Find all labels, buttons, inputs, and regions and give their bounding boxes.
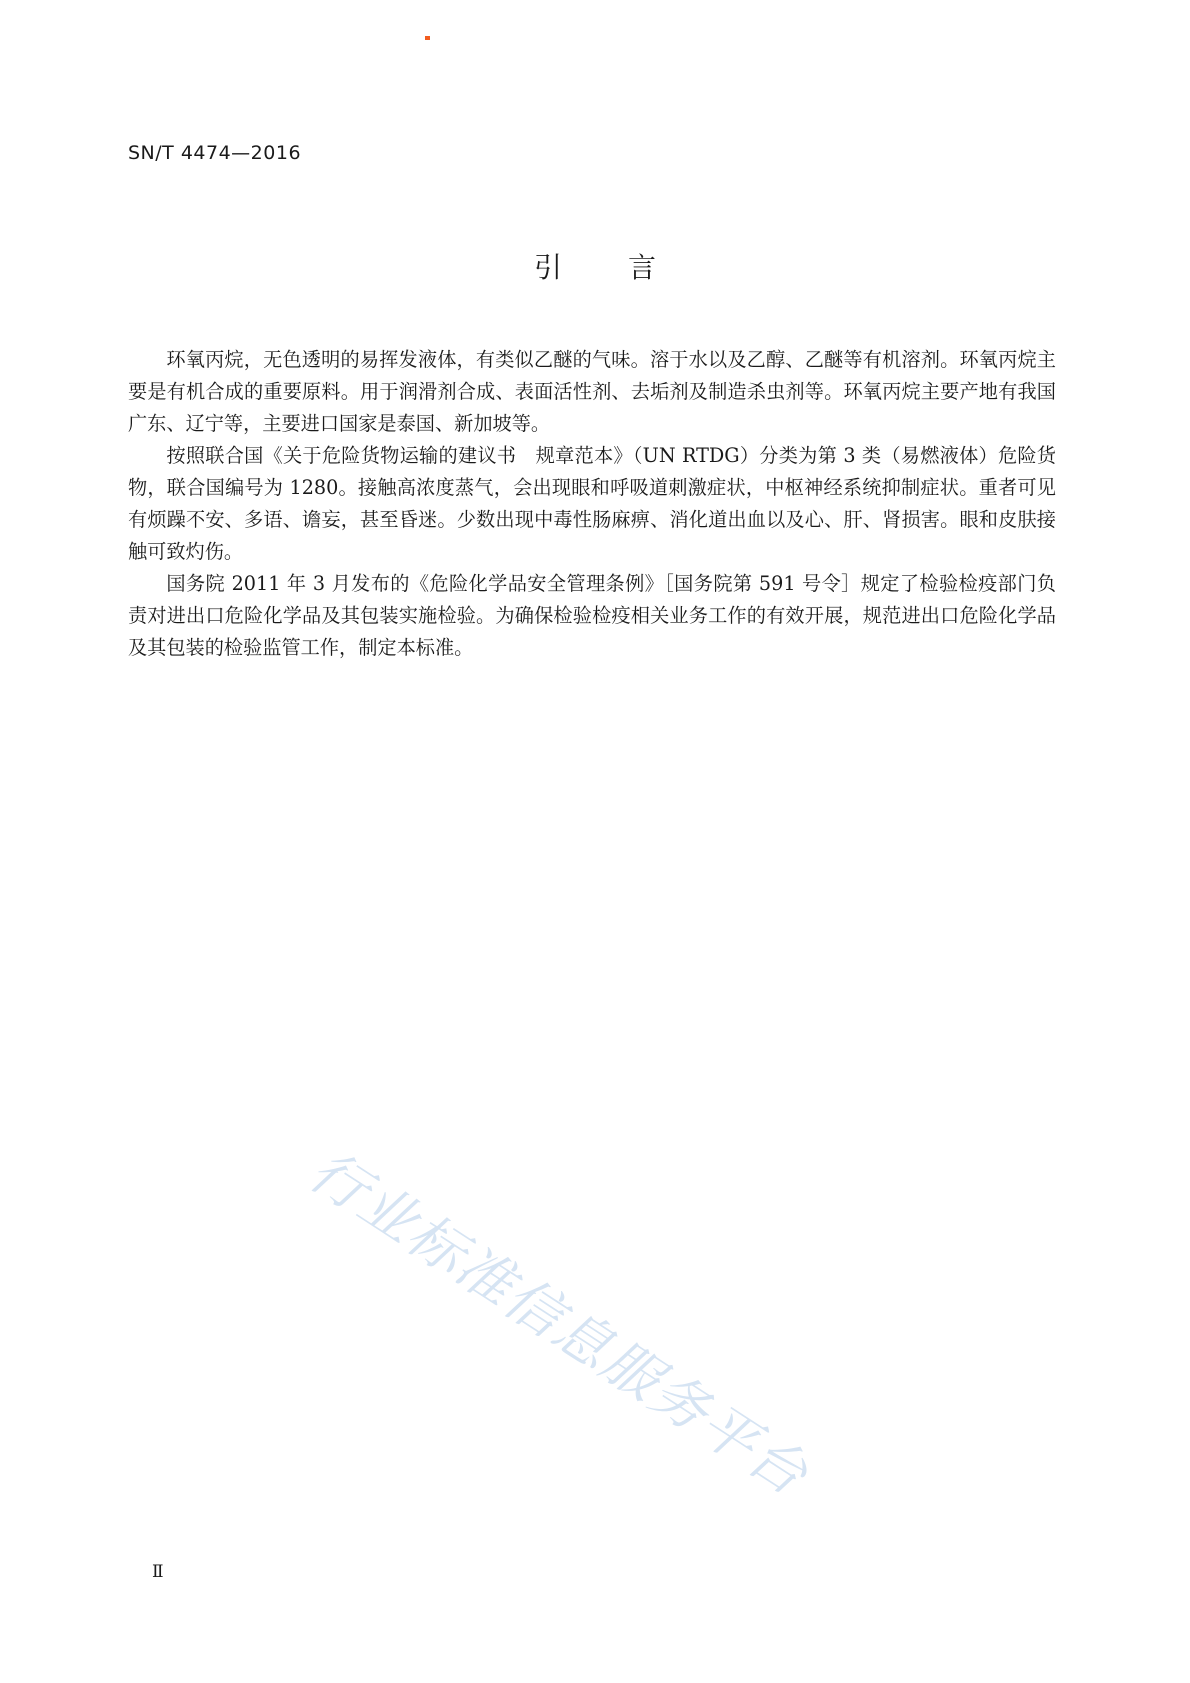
introduction-body	[128, 344, 1056, 664]
section-title-char-1: 引	[533, 251, 562, 284]
section-title	[0, 246, 1190, 286]
paragraph-3: 国务院 2011 年 3 月发布的《危险化学品安全管理条例》［国务院第 591 号令］规定了检验检疫部门负责对进出口危险化学品及其包装实施检验。为确保检验检疫相关业务工作的有效开展，规范进出口危险化学品及其包装的检验监管工作，制定本标准。	[128, 572, 1056, 659]
paragraph-2: 按照联合国《关于危险货物运输的建议书 规章范本》（UN RTDG）分类为第 3 类（易燃液体）危险货物，联合国编号为 1280。接触高浓度蒸气，会出现眼和呼吸道刺激症状，中枢神经系统抑制症状。重者可见有烦躁不安、多语、谵妄，甚至昏迷。少数出现中毒性肠麻痹、消化道出血以及心、肝、肾损害。眼和皮肤接触可致灼伤。	[128, 444, 1056, 563]
orange-corner-mark	[425, 36, 430, 40]
paragraph-1: 环氧丙烷，无色透明的易挥发液体，有类似乙醚的气味。溶于水以及乙醇、乙醚等有机溶剂。环氧丙烷主要是有机合成的重要原料。用于润滑剂合成、表面活性剂、去垢剂及制造杀虫剂等。环氧丙烷主要产地有我国广东、辽宁等，主要进口国家是泰国、新加坡等。	[128, 348, 1056, 435]
page-number: Ⅱ	[152, 1562, 164, 1582]
section-title-char-2: 言	[628, 251, 657, 284]
standard-number: SN/T 4474—2016	[128, 142, 302, 164]
watermark: 行业标准信息服务平台	[297, 1138, 820, 1509]
